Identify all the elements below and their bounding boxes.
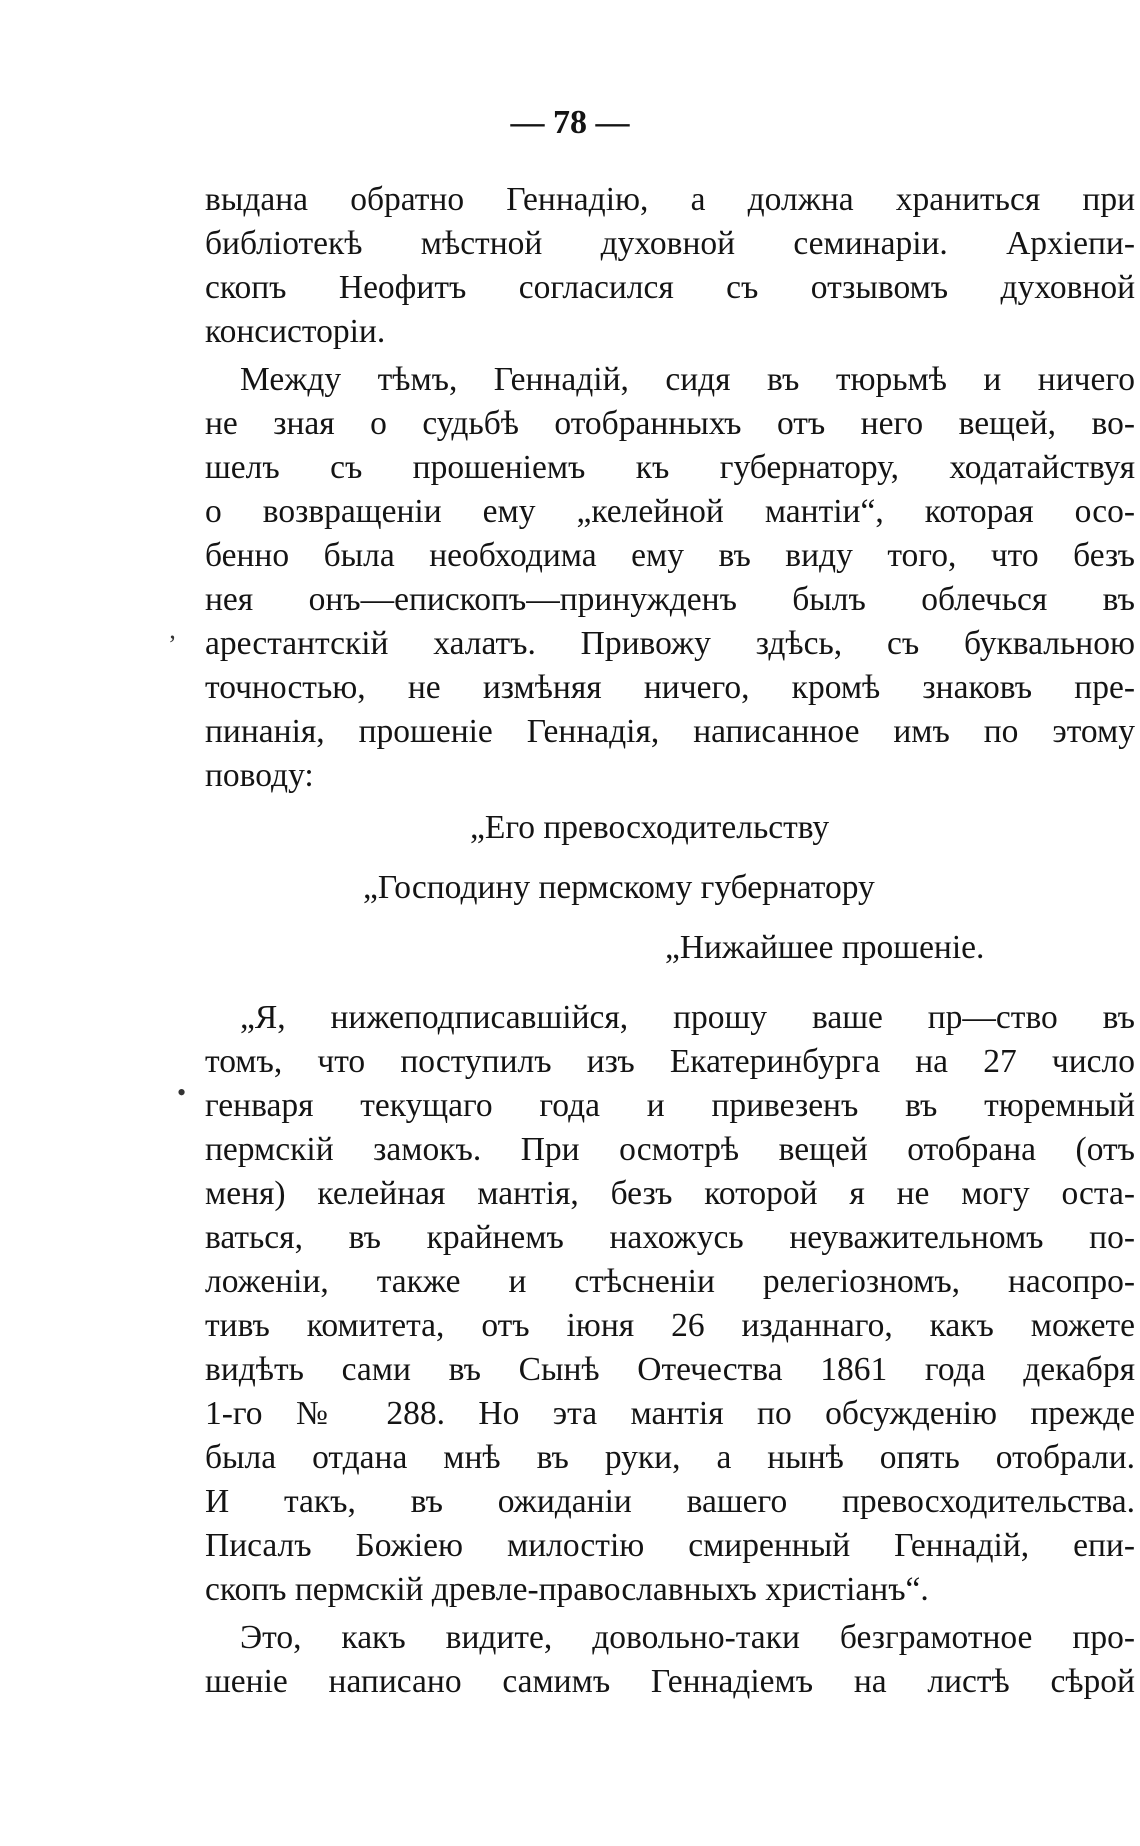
- petition-address: [205, 798, 1135, 978]
- paragraph-1: [205, 178, 1135, 354]
- text-line: скопъ Неофитъ согласился съ отзывомъ духовной: [205, 269, 1135, 306]
- text-line: тивъ комитета, отъ іюня 26 изданнаго, какъ можете: [205, 1307, 1135, 1344]
- address-line: „Его превосходительству: [470, 809, 830, 846]
- text-line: И такъ, въ ожиданіи вашего превосходительства.: [205, 1483, 1135, 1520]
- text-line: „Я, нижеподписавшійся, прошу ваше пр—ство въ: [240, 999, 1135, 1036]
- text-line: ваться, въ крайнемъ нахожусь неуважительномъ по-: [205, 1219, 1135, 1256]
- text-line: шелъ съ прошеніемъ къ губернатору, ходатайствуя: [205, 449, 1135, 486]
- text-line: пермскій замокъ. При осмотрѣ вещей отобрана (отъ: [205, 1131, 1135, 1168]
- address-line: „Господину пермскому губернатору: [363, 869, 875, 906]
- text-line: ложеніи, также и стѣсненіи релегіозномъ, насопро-: [205, 1263, 1135, 1300]
- text-line: скопъ пермскій древле-православныхъ христіанъ“.: [205, 1571, 929, 1608]
- body-text: [205, 178, 1135, 1704]
- text-line: 1-го № 288. Но эта мантія по обсужденію прежде: [205, 1395, 1135, 1432]
- text-line: арестантскій халатъ. Привожу здѣсь, съ буквальною: [205, 625, 1135, 662]
- text-line: о возвращеніи ему „келейной мантіи“, которая осо-: [205, 493, 1135, 530]
- text-line: выдана обратно Геннадію, а должна храниться при: [205, 181, 1135, 218]
- text-line: библіотекѣ мѣстной духовной семинаріи. Архіепи-: [205, 225, 1135, 262]
- text-line: томъ, что поступилъ изъ Екатеринбурга на 27 число: [205, 1043, 1135, 1080]
- address-line: „Нижайшее прошеніе.: [665, 929, 985, 966]
- text-line: нея онъ—епископъ—принужденъ былъ облечься въ: [205, 581, 1135, 618]
- text-line: видѣть сами въ Сынѣ Отечества 1861 года декабря: [205, 1351, 1135, 1388]
- margin-mark: ʼ: [168, 630, 177, 659]
- text-line: не зная о судьбѣ отобранныхъ отъ него вещей, во-: [205, 405, 1135, 442]
- text-line: Между тѣмъ, Геннадій, сидя въ тюрьмѣ и ничего: [240, 361, 1135, 398]
- text-line: шеніе написано самимъ Геннадіемъ на листѣ сѣрой: [205, 1663, 1135, 1700]
- paragraph-4: [205, 1616, 1135, 1704]
- text-line: пинанія, прошеніе Геннадія, написанное имъ по этому: [205, 713, 1135, 750]
- paragraph-2: [205, 358, 1135, 798]
- text-line: Писалъ Божіею милостію смиренный Геннадій, епи-: [205, 1527, 1135, 1564]
- text-line: была отдана мнѣ въ руки, а нынѣ опять отобрали.: [205, 1439, 1135, 1476]
- text-line: поводу:: [205, 757, 314, 794]
- text-line: консисторіи.: [205, 313, 386, 350]
- text-line: генваря текущаго года и привезенъ въ тюремный: [205, 1087, 1135, 1124]
- text-line: меня) келейная мантія, безъ которой я не могу оста-: [205, 1175, 1135, 1212]
- page-number: — 78 —: [510, 104, 630, 141]
- text-line: бенно была необходима ему въ виду того, что безъ: [205, 537, 1135, 574]
- paragraph-3: [205, 996, 1135, 1612]
- text-line: точностью, не измѣняя ничего, кромѣ знаковъ пре-: [205, 669, 1135, 706]
- margin-mark: •: [177, 1078, 187, 1107]
- text-line: Это, какъ видите, довольно-таки безграмотное про-: [240, 1619, 1135, 1656]
